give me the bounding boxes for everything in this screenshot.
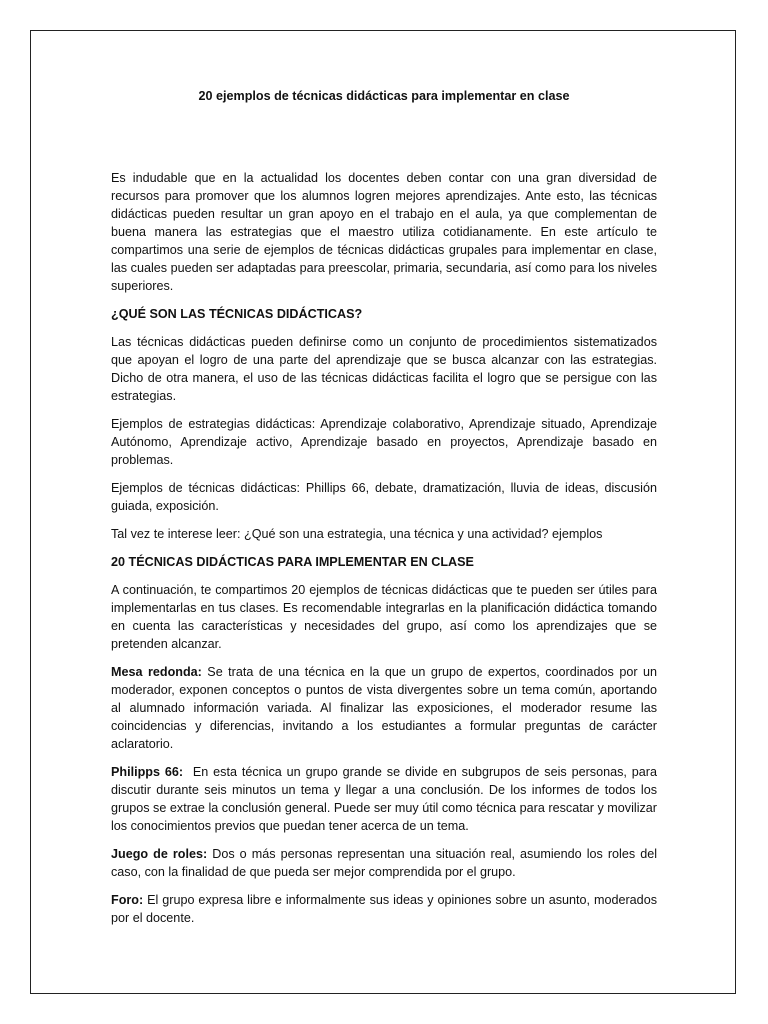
technique-description: Dos o más personas representan una situación real, asumiendo los roles del caso, con la finalidad de que pueda ser mejor comprendida por el grupo. bbox=[111, 847, 658, 879]
document-page bbox=[30, 30, 736, 994]
section-heading-definition: ¿QUÉ SON LAS TÉCNICAS DIDÁCTICAS? bbox=[111, 307, 363, 321]
intro-paragraph: Es indudable que en la actualidad los docentes deben contar con una gran diversidad de recursos para promover que los alumnos logren mejores aprendizajes. Ante esto, las técnicas didácticas pueden resultar un gran apoyo en el trabajo en el aula, ya que complementan de buena manera las estrategias que el maestro utiliza cotidianamente. En este artículo te compartimos una serie de ejemplos de técnicas didácticas grupales para implementar en clase, las cuales pueden ser adaptadas para preescolar, primaria, secundaria, así como para los niveles superiores. bbox=[111, 171, 657, 293]
related-reading-paragraph: Tal vez te interese leer: ¿Qué son una estrategia, una técnica y una actividad? ejemplos bbox=[111, 527, 603, 541]
strategies-examples-paragraph: Ejemplos de estrategias didácticas: Aprendizaje colaborativo, Aprendizaje situado, Aprendizaje Autónomo, Aprendizaje activo, Aprendizaje basado en proyectos, Aprendizaje basado en problemas. bbox=[111, 417, 657, 467]
technique-description: Se trata de una técnica en la que un grupo de expertos, coordinados por un moderador, exponen conceptos o puntos de vista divergentes sobre un tema común, aportando al alumnado información variada. Al finalizar las exposiciones, el moderador resume las coincidencias y diferencias, invitando a los estudiantes a formular preguntas de carácter aclaratorio. bbox=[111, 665, 657, 751]
technique-item-mesa-redonda bbox=[111, 663, 657, 753]
document-title: 20 ejemplos de técnicas didácticas para implementar en clase bbox=[198, 89, 570, 103]
technique-name: Foro: bbox=[111, 893, 144, 907]
technique-name: Juego de roles: bbox=[111, 847, 208, 861]
technique-item-juego-de-roles bbox=[111, 845, 657, 881]
technique-item-philipps-66 bbox=[111, 763, 661, 835]
document-content bbox=[111, 87, 661, 937]
techniques-examples-paragraph: Ejemplos de técnicas didácticas: Phillips 66, debate, dramatización, lluvia de ideas, discusión guiada, exposición. bbox=[111, 481, 657, 513]
technique-name: Philipps 66: bbox=[111, 765, 184, 779]
list-intro-paragraph: A continuación, te compartimos 20 ejemplos de técnicas didácticas que te pueden ser útiles para implementarlas en tus clases. Es recomendable integrarlas en la planificación didáctica tomando en cuenta las características y necesidades del grupo, así como los aprendizajes que se pretenden alcanzar. bbox=[111, 583, 657, 651]
technique-description: En esta técnica un grupo grande se divide en subgrupos de seis personas, para discutir durante seis minutos un tema y llegar a una conclusión. De los informes de todos los grupos se extrae la conclusión general. Puede ser muy útil como técnica para rescatar y movilizar los conocimientos previos que puedan tener acerca de un tema. bbox=[111, 765, 661, 833]
section-heading-techniques: 20 TÉCNICAS DIDÁCTICAS PARA IMPLEMENTAR EN CLASE bbox=[111, 555, 474, 569]
technique-description: El grupo expresa libre e informalmente sus ideas y opiniones sobre un asunto, moderados por el docente. bbox=[111, 893, 657, 925]
technique-item-foro bbox=[111, 891, 657, 927]
technique-name: Mesa redonda: bbox=[111, 665, 202, 679]
definition-paragraph: Las técnicas didácticas pueden definirse como un conjunto de procedimientos sistematizados que apoyan el logro de una parte del aprendizaje que se busca alcanzar con las estrategias. Dicho de otra manera, el uso de las técnicas didácticas facilita el logro que se persigue con las estrategias. bbox=[111, 335, 657, 403]
